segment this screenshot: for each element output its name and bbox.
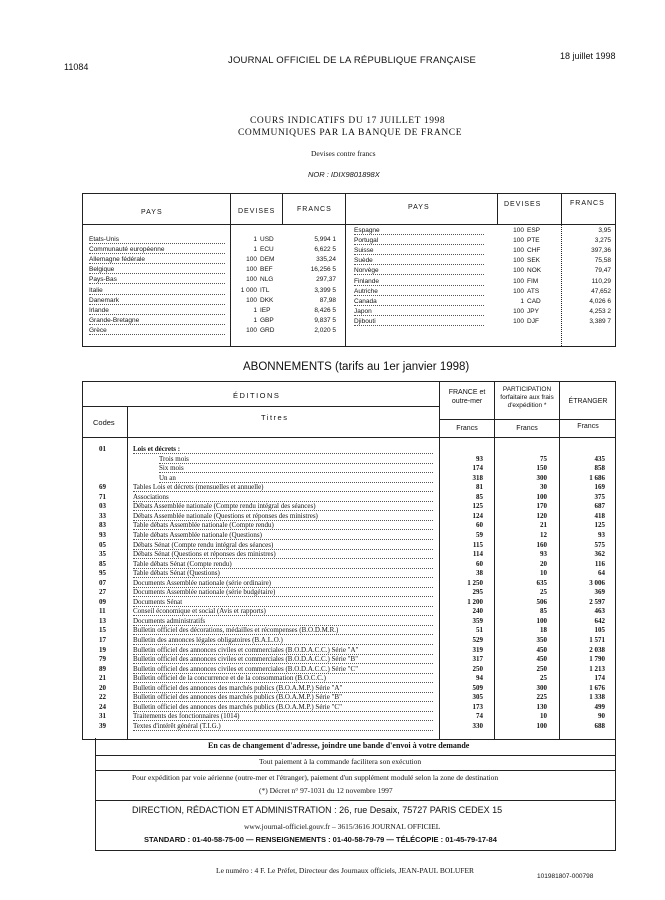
subscription-title: Documents Assemblée nationale (série budgétaire): [133, 588, 433, 597]
subscription-price-france: 529: [472, 636, 483, 644]
subscription-price-participation: 21: [540, 521, 547, 530]
subscription-price-etranger: 1 686: [589, 473, 605, 482]
col-header-titres: Titres: [261, 413, 289, 422]
currency-value: 3,399 5: [314, 286, 336, 294]
subscription-price-participation: 300: [536, 473, 547, 482]
currency-value: 87,98: [319, 296, 336, 304]
subscription-price-france: 1 250: [467, 578, 483, 587]
subscription-price-france: 509: [472, 683, 483, 692]
subscription-code: 33: [99, 511, 106, 520]
subscription-code: 15: [99, 626, 106, 635]
subscription-price-france: 60: [476, 521, 483, 530]
currency-value: 4,026 6: [589, 297, 611, 305]
subscription-price-france: 317: [472, 655, 483, 664]
subscription-price-france: 295: [472, 588, 483, 597]
subscription-table: [82, 381, 616, 740]
subscription-code: 71: [99, 492, 106, 501]
subscription-title: Documents Assemblée nationale (série ordinaire): [133, 579, 433, 588]
currency-code: ATS: [527, 287, 540, 295]
unit-participation: Francs: [516, 425, 538, 432]
subscription-price-france: 93: [476, 454, 483, 463]
subscription-price-participation: 100: [536, 492, 547, 501]
unit-france: Francs: [456, 425, 478, 432]
subscription-price-france: 305: [472, 693, 483, 702]
currency-country: Suède: [354, 257, 484, 265]
subscription-title: Tables Lois et décrets (mensuelles et annuelle): [133, 483, 433, 492]
subscription-code: 21: [99, 674, 106, 683]
currency-qty: 1 000: [240, 286, 257, 294]
subscription-title: Débats Assemblée nationale (Compte rendu intégral des séances): [133, 502, 433, 511]
subscription-title: Bulletin des annonces légales obligatoires (B.A.L.O.): [133, 636, 433, 645]
subscription-price-etranger: 435: [594, 454, 605, 463]
cours-nor: NOR : IDIX9801898X: [308, 170, 380, 179]
subscription-title: Table débats Assemblée nationale (Compte rendu): [133, 521, 433, 530]
subscription-price-participation: 506: [536, 597, 547, 606]
currency-value: 4,253 2: [589, 307, 611, 315]
subscription-price-etranger: 369: [594, 588, 605, 597]
subscription-code: 11: [99, 607, 106, 616]
currency-country: Finlande: [354, 278, 484, 286]
subscription-price-etranger: 1 213: [589, 664, 605, 673]
subscription-price-etranger: 362: [594, 550, 605, 559]
col-header-etranger: ÉTRANGER: [568, 398, 608, 405]
subscription-price-etranger: 116: [594, 559, 605, 568]
subscription-code: 07: [99, 578, 106, 587]
currency-code: ECU: [260, 246, 274, 254]
currency-country: Allemagne fédérale: [89, 256, 225, 264]
currency-value: 79,47: [594, 267, 611, 275]
currency-code: FIM: [527, 277, 539, 285]
currency-value: 3,389 7: [589, 317, 611, 325]
subscription-price-etranger: 1 571: [589, 636, 605, 644]
subscription-code: 09: [99, 597, 106, 606]
subscription-price-etranger: 105: [594, 626, 605, 635]
currency-code: CAD: [527, 297, 541, 305]
subscription-price-participation: 25: [540, 588, 547, 597]
subscription-code: 31: [99, 712, 106, 721]
subscription-title: Conseil économique et social (Avis et rapports): [133, 607, 433, 616]
notice-payment-box: [95, 755, 616, 771]
currency-qty: 100: [513, 257, 524, 265]
subscription-price-france: 74: [476, 712, 483, 721]
subscription-title: Débats Sénat (Questions et réponses des ministres): [133, 550, 433, 559]
subscription-title: Documents Sénat: [133, 598, 433, 607]
currency-country: Danemark: [89, 297, 225, 305]
subscription-price-france: 174: [472, 464, 483, 473]
currency-code: DEM: [260, 256, 275, 264]
subscription-price-france: 114: [472, 550, 483, 559]
subscription-price-etranger: 575: [594, 540, 605, 549]
subscription-price-participation: 250: [536, 664, 547, 673]
subscription-title: Bulletin officiel de la concurrence et de la consommation (B.O.C.C.): [133, 674, 433, 683]
subscription-code: 19: [99, 645, 106, 654]
subscription-code: 89: [99, 664, 106, 673]
currency-qty: 100: [513, 237, 524, 245]
subscription-price-france: 59: [476, 530, 483, 539]
direction-web: www.journal-officiel.gouv.fr – 3615/3616 JOURNAL OFFICIEL: [244, 822, 441, 831]
currency-value: 47,652: [591, 287, 611, 295]
currency-value: 6,622 5: [314, 246, 336, 254]
notice-air-line1: Pour expédition par voie aérienne (outre-mer et l'étranger), paiement d'un supplément modulé selon la zone de destination: [132, 773, 499, 782]
subscription-price-etranger: 642: [594, 616, 605, 625]
subscription-price-etranger: 1 338: [589, 693, 605, 702]
currency-table: [82, 193, 616, 347]
subscription-price-etranger: 2 597: [589, 597, 605, 606]
currency-country: États-Unis: [89, 236, 225, 244]
currency-country: Italie: [89, 287, 225, 295]
currency-code: DJF: [527, 317, 539, 325]
currency-value: 75,58: [594, 257, 611, 265]
subscription-title: Bulletin officiel des annonces des marchés publics (B.O.A.M.P.) Série "C": [133, 703, 433, 712]
subscription-price-participation: 225: [536, 693, 547, 702]
subscription-price-participation: 25: [540, 674, 547, 683]
subscription-code: 13: [99, 616, 106, 625]
currency-qty: 100: [246, 296, 257, 304]
subscription-title: Débats Sénat (Compte rendu intégral des séances): [133, 541, 433, 550]
subscription-code: 93: [99, 530, 106, 539]
page-number: 11084: [64, 62, 89, 72]
currency-value: 110,29: [591, 277, 611, 285]
subscription-code: 03: [99, 502, 106, 511]
currency-qty: 1: [253, 246, 257, 254]
cours-title-2: COMMUNIQUES PAR LA BANQUE DE FRANCE: [238, 128, 463, 138]
subscription-title: Textes d'intérêt général (T.I.G.): [133, 722, 433, 731]
currency-country: Canada: [354, 298, 484, 306]
subscription-price-france: 318: [472, 473, 483, 482]
subscription-price-etranger: 64: [598, 569, 605, 578]
direction-address: DIRECTION, RÉDACTION ET ADMINISTRATION : 26, rue Desaix, 75727 PARIS CEDEX 15: [132, 805, 503, 815]
direction-phones: STANDARD : 01-40-58-75-00 — RENSEIGNEMENTS : 01-40-58-79-79 — TÉLÉCOPIE : 01-45-79-17-84: [144, 835, 497, 844]
currency-qty: 100: [513, 247, 524, 255]
subscription-code: 20: [99, 683, 106, 692]
notice-payment: Tout paiement à la commande facilitera son exécution: [259, 757, 422, 766]
currency-code: NLG: [260, 276, 274, 284]
currency-country: Suisse: [354, 247, 484, 255]
currency-qty: 100: [513, 277, 524, 285]
subscription-code: 39: [99, 721, 106, 730]
subscription-title: Bulletin officiel des décorations, médailles et récompenses (B.O.D.M.R.): [133, 626, 433, 635]
subscription-code: 01: [99, 445, 106, 453]
currency-qty: 100: [246, 276, 257, 284]
cours-title-1: COURS INDICATIFS DU 17 JUILLET 1998: [250, 116, 446, 126]
col-header-devises-left: DEVISES: [238, 208, 276, 215]
subscription-code: 85: [99, 559, 106, 568]
currency-value: 3,275: [594, 237, 611, 245]
subscription-price-etranger: 169: [594, 483, 605, 492]
subscription-price-participation: 170: [536, 502, 547, 511]
subscription-price-france: 60: [476, 559, 483, 568]
currency-qty: 100: [246, 256, 257, 264]
currency-country: Grande-Bretagne: [89, 317, 225, 325]
subscription-code: 69: [99, 483, 106, 492]
subscription-price-etranger: 418: [594, 511, 605, 520]
footer-price: Le numéro : 4 F. Le Préfet, Directeur des Journaux officiels, JEAN-PAUL BOLUFER: [216, 866, 475, 875]
currency-code: IEP: [260, 306, 271, 314]
subscription-title: Traitements des fonctionnaires (1014): [133, 712, 433, 721]
subscription-price-etranger: 858: [594, 464, 605, 473]
currency-qty: 100: [513, 307, 524, 315]
notice-address-box: [95, 738, 616, 756]
currency-value: 5,994 1: [314, 236, 336, 243]
col-header-participation: PARTICIPATION forfaitaire aux frais d'expédition *: [500, 386, 554, 409]
currency-value: 9,837 5: [314, 316, 336, 324]
currency-qty: 100: [246, 326, 257, 334]
col-header-pays-right: PAYS: [408, 204, 430, 211]
currency-country: Norvège: [354, 267, 484, 275]
currency-qty: 1: [520, 297, 524, 305]
subscription-title: Six mois: [159, 464, 433, 473]
subscription-price-france: 51: [476, 626, 483, 635]
subscription-price-participation: 100: [536, 616, 547, 625]
currency-code: PTE: [527, 237, 540, 245]
currency-value: 335,24: [316, 256, 336, 264]
currency-qty: 1: [253, 306, 257, 314]
subscription-price-participation: 20: [540, 559, 547, 568]
subscription-price-france: 250: [472, 664, 483, 673]
subscription-price-participation: 10: [540, 569, 547, 578]
subscription-price-france: 240: [472, 607, 483, 616]
subscription-price-etranger: 3 006: [589, 578, 605, 587]
subscription-price-france: 359: [472, 616, 483, 625]
currency-value: 297,37: [316, 276, 336, 284]
col-header-editions: ÉDITIONS: [233, 391, 281, 400]
currency-country: Communauté européenne: [89, 246, 225, 254]
subscription-title: Bulletin officiel des annonces civiles et commerciales (B.O.D.A.C.C.) Série "C": [133, 665, 433, 674]
subscription-price-etranger: 499: [594, 702, 605, 711]
currency-code: GRD: [260, 326, 275, 334]
currency-code: BEF: [260, 266, 273, 274]
subscription-price-participation: 635: [536, 578, 547, 587]
subscription-title: Associations: [133, 493, 433, 502]
currency-country: Irlande: [89, 307, 225, 315]
currency-code: ESP: [527, 227, 541, 234]
subscription-price-france: 330: [472, 721, 483, 730]
subscription-price-france: 94: [476, 674, 483, 683]
subscription-price-france: 173: [472, 702, 483, 711]
subscription-title: Bulletin officiel des annonces civiles et commerciales (B.O.D.A.C.C.) Série "B": [133, 655, 433, 664]
subscription-price-participation: 160: [536, 540, 547, 549]
subscription-price-france: 124: [472, 511, 483, 520]
subscription-price-participation: 10: [540, 712, 547, 721]
currency-country: Grèce: [89, 327, 225, 335]
subscription-price-participation: 30: [540, 483, 547, 492]
currency-code: NOK: [527, 267, 542, 275]
subscription-title: Bulletin officiel des annonces des marchés publics (B.O.A.M.P.) Série "A": [133, 684, 433, 693]
subscription-price-participation: 300: [536, 683, 547, 692]
unit-etranger: Francs: [577, 423, 599, 430]
currency-code: USD: [260, 236, 274, 243]
abonnements-title: [243, 361, 469, 373]
subscription-price-etranger: 1 676: [589, 683, 605, 692]
subscription-price-france: 38: [476, 569, 483, 578]
subscription-price-etranger: 375: [594, 492, 605, 501]
col-header-francs-right: FRANCS: [570, 200, 605, 207]
subscription-code: 95: [99, 569, 106, 578]
currency-value: 397,36: [591, 247, 611, 255]
col-header-pays-left: PAYS: [141, 209, 163, 216]
currency-code: GBP: [260, 316, 274, 324]
currency-qty: 100: [513, 287, 524, 295]
currency-qty: 100: [513, 227, 524, 234]
subscription-title: Documents administratifs: [133, 617, 433, 626]
currency-value: 16,256 5: [310, 266, 336, 274]
col-header-france: FRANCE et outre-mer: [448, 389, 486, 405]
subscription-price-participation: 18: [540, 626, 547, 635]
currency-country: Espagne: [354, 227, 484, 235]
cours-subtitle: Devises contre francs: [311, 149, 376, 158]
subscription-price-france: 85: [476, 492, 483, 501]
footer-ref: 101981807-000798: [537, 873, 594, 880]
subscription-price-participation: 120: [536, 511, 547, 520]
currency-country: Autriche: [354, 288, 484, 296]
currency-qty: 100: [513, 267, 524, 275]
currency-qty: 1: [253, 316, 257, 324]
currency-code: CHF: [527, 247, 541, 255]
subscription-price-france: 125: [472, 502, 483, 511]
subscription-title: Table débats Sénat (Questions): [133, 569, 433, 578]
subscription-price-france: 1 200: [467, 597, 483, 606]
subscription-price-france: 319: [472, 645, 483, 654]
subscription-code: 83: [99, 521, 106, 530]
subscription-price-etranger: 90: [598, 712, 605, 721]
subscription-code: 24: [99, 702, 106, 711]
currency-value: 8,426 5: [314, 306, 336, 314]
subscription-price-participation: 450: [536, 655, 547, 664]
subscription-price-participation: 150: [536, 464, 547, 473]
subscription-title: Un an: [159, 474, 433, 483]
subscription-title: Table débats Sénat (Compte rendu): [133, 560, 433, 569]
col-header-francs-left: FRANCS: [297, 206, 332, 213]
subscription-code: 27: [99, 588, 106, 597]
subscription-price-participation: 350: [536, 636, 547, 644]
direction-box: [95, 800, 616, 851]
subscription-title: Lois et décrets :: [133, 445, 433, 454]
currency-country: Japon: [354, 308, 484, 316]
subscription-title: Table débats Assemblée nationale (Questions): [133, 531, 433, 540]
currency-qty: 1: [253, 236, 257, 243]
subscription-price-etranger: 2 038: [589, 645, 605, 654]
subscription-code: 22: [99, 693, 106, 702]
subscription-price-etranger: 688: [594, 721, 605, 730]
currency-qty: 100: [246, 266, 257, 274]
subscription-price-participation: 130: [536, 702, 547, 711]
currency-country: Pays-Bas: [89, 276, 225, 284]
col-header-devises-right: DEVISES: [504, 201, 542, 208]
subscription-price-etranger: 93: [598, 530, 605, 539]
subscription-code: 35: [99, 550, 106, 559]
subscription-price-etranger: 463: [594, 607, 605, 616]
subscription-price-etranger: 174: [594, 674, 605, 683]
subscription-price-participation: 75: [540, 454, 547, 463]
subscription-title: Trois mois: [159, 455, 433, 464]
subscription-code: 05: [99, 540, 106, 549]
header-date: 18 juillet 1998: [560, 51, 616, 61]
currency-code: ITL: [260, 286, 270, 294]
currency-value: 2,020 5: [314, 326, 336, 334]
notice-air-box: [95, 770, 616, 801]
subscription-price-etranger: 125: [594, 521, 605, 530]
journal-title: JOURNAL OFFICIEL DE LA RÉPUBLIQUE FRANÇAISE: [228, 55, 477, 66]
subscription-price-participation: 12: [540, 530, 547, 539]
subscription-price-participation: 100: [536, 721, 547, 730]
subscription-code: 17: [99, 636, 106, 644]
currency-code: JPY: [527, 307, 539, 315]
subscription-title: Débats Assemblée nationale (Questions et réponses des ministres): [133, 512, 433, 521]
currency-country: Djibouti: [354, 318, 484, 326]
subscription-price-france: 81: [476, 483, 483, 492]
subscription-title: Bulletin officiel des annonces civiles et commerciales (B.O.D.A.C.C.) Série "A": [133, 646, 433, 655]
currency-code: SEK: [527, 257, 541, 265]
subscription-price-participation: 85: [540, 607, 547, 616]
subscription-price-participation: 450: [536, 645, 547, 654]
abonnements-title-text: ABONNEMENTS (tarifs au 1er janvier 1998): [243, 361, 470, 373]
subscription-price-etranger: 687: [594, 502, 605, 511]
subscription-code: 79: [99, 655, 106, 664]
subscription-price-etranger: 1 790: [589, 655, 605, 664]
notice-air-line2: (*) Décret n° 97-1031 du 12 novembre 1997: [259, 786, 393, 795]
subscription-title: Bulletin officiel des annonces des marchés publics (B.O.A.M.P.) Série "B": [133, 693, 433, 702]
subscription-price-participation: 93: [540, 550, 547, 559]
currency-qty: 100: [513, 317, 524, 325]
currency-code: DKK: [260, 296, 274, 304]
currency-country: Belgique: [89, 266, 225, 274]
col-header-codes: Codes: [93, 418, 115, 427]
currency-value: 3,95: [598, 227, 611, 234]
currency-country: Portugal: [354, 237, 484, 245]
notice-address: En cas de changement d'adresse, joindre une bande d'envoi à votre demande: [208, 741, 470, 750]
subscription-price-france: 115: [472, 540, 483, 549]
